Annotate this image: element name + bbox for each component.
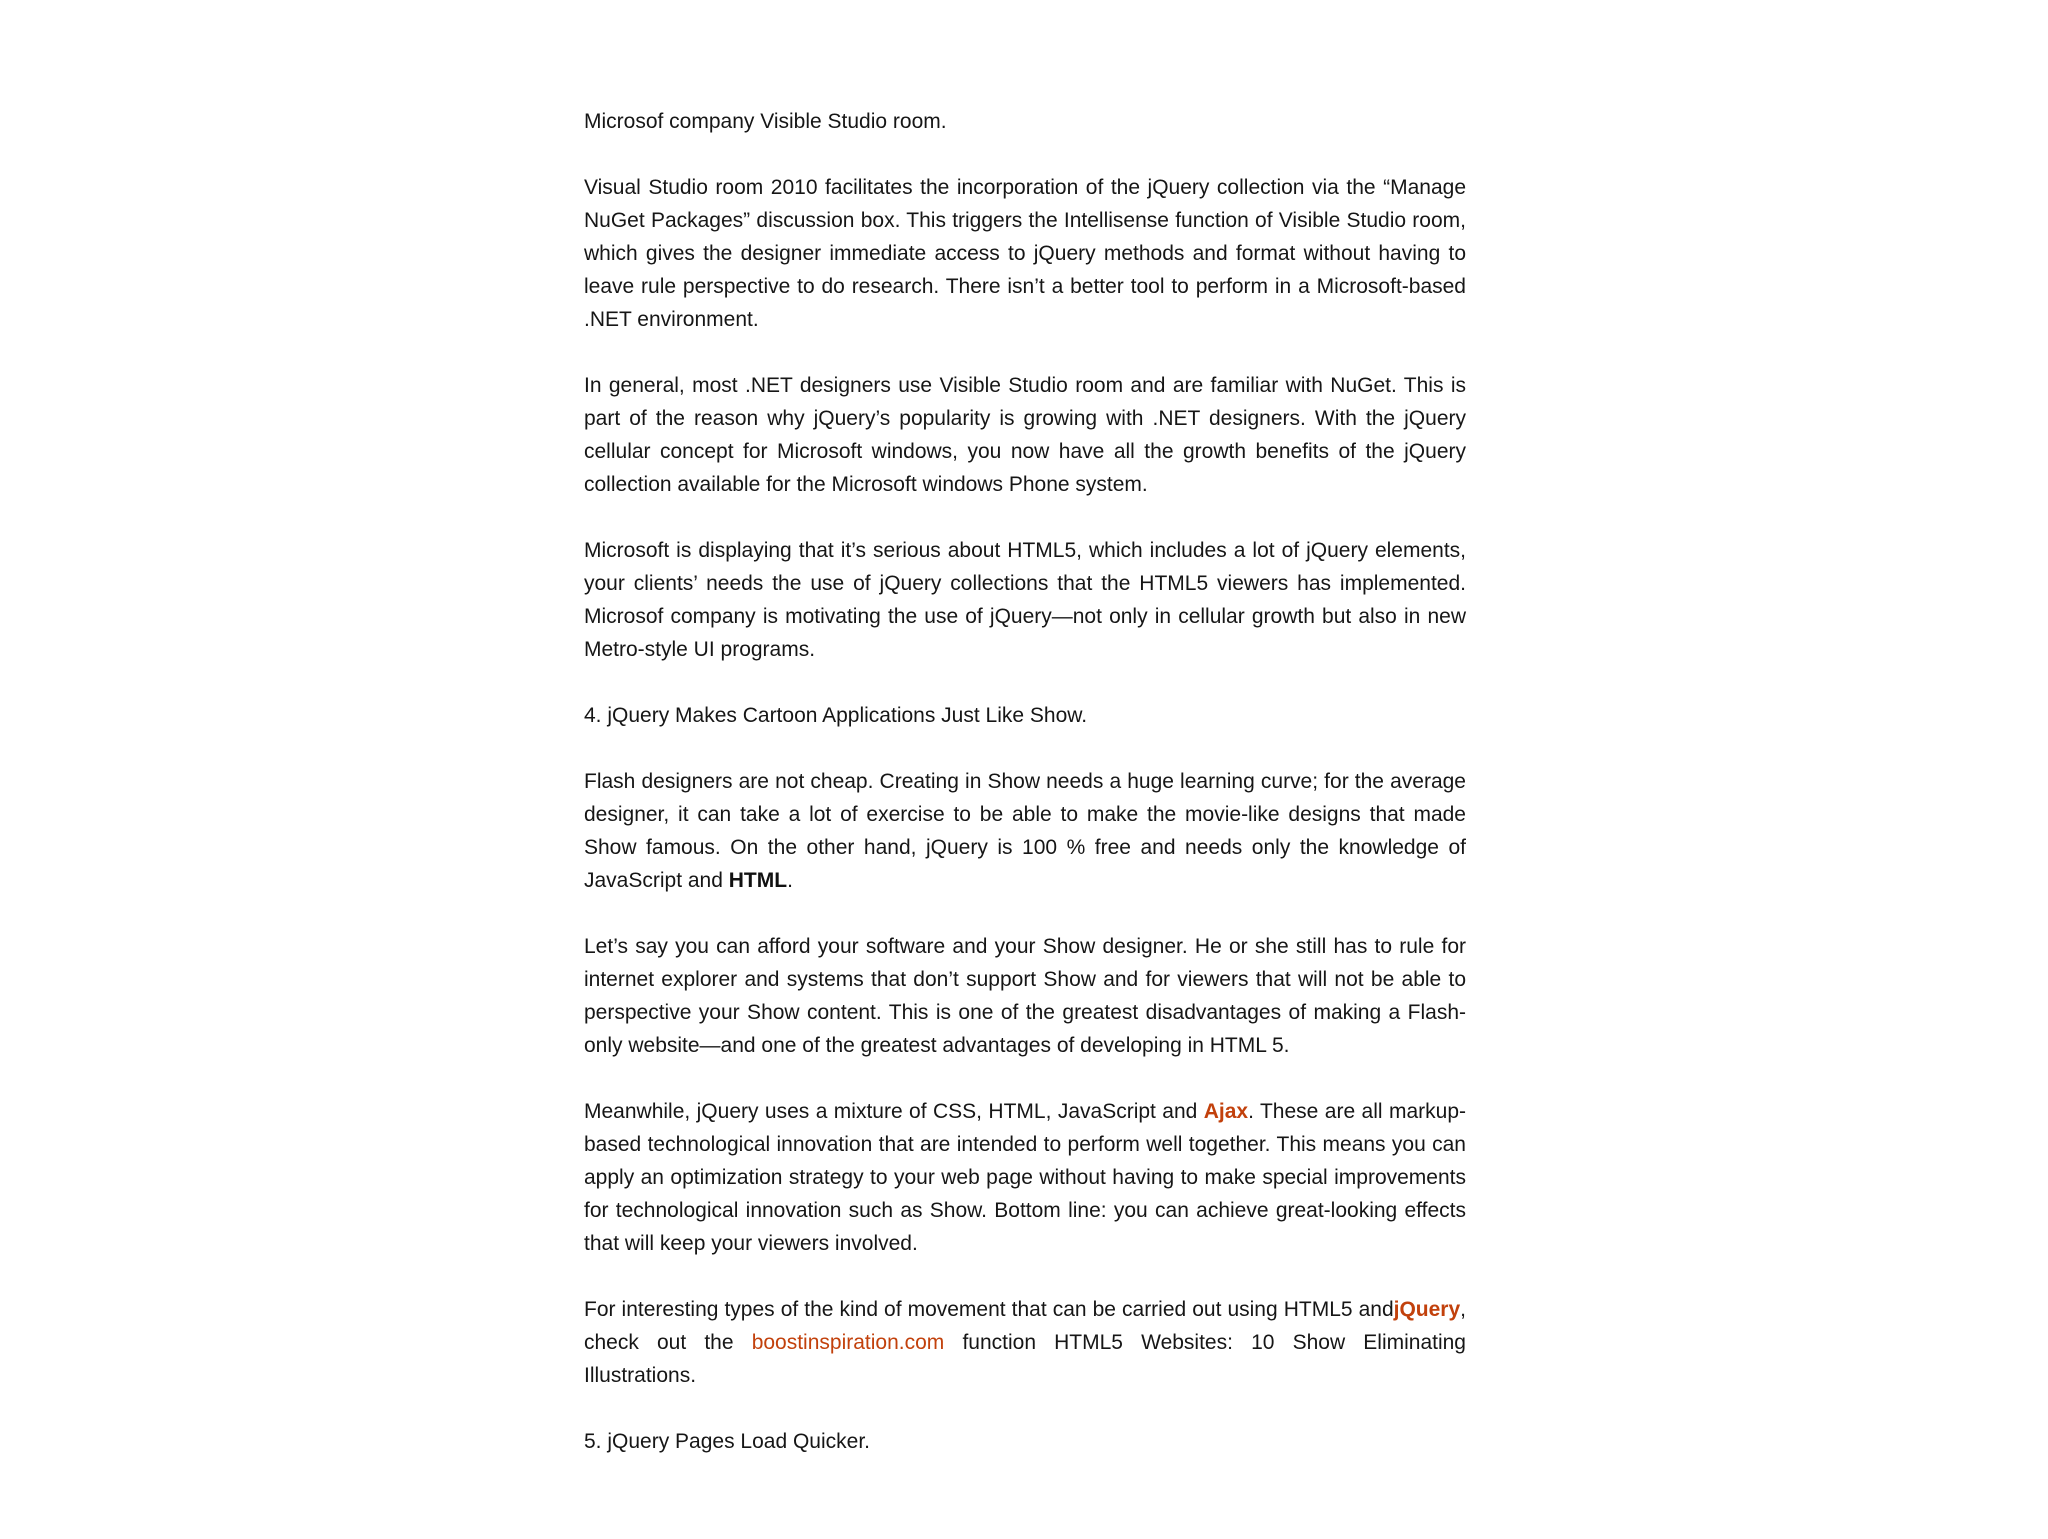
paragraph-text: For interesting types of the kind of movement that can be carried out using HTML5 and	[584, 1298, 1394, 1321]
paragraph-text: Meanwhile, jQuery uses a mixture of CSS, HTML, JavaScript and	[584, 1100, 1204, 1123]
section-heading-5: 5. jQuery Pages Load Quicker.	[584, 1430, 870, 1453]
paragraph: Let’s say you can afford your software and your Show designer. He or she still has to rule for internet explorer and systems that don’t support Show and for viewers that will not be able to perspective your Show content. This is one of the greatest disadvantages of making a Flash-only website—and one of the greatest advantages of developing in HTML 5.	[584, 935, 1466, 1057]
paragraph	[584, 765, 1466, 897]
paragraph: Microsoft is displaying that it’s serious about HTML5, which includes a lot of jQuery elements, your clients’ needs the use of jQuery collections that the HTML5 viewers has implemented. Microsof company is motivating the use of jQuery—not only in cellular growth but also in new Metro-style UI programs.	[584, 539, 1466, 661]
boostinspiration-link[interactable]: boostinspiration.com	[751, 1331, 945, 1354]
section-heading-4: 4. jQuery Makes Cartoon Applications Just Like Show.	[584, 704, 1088, 727]
paragraph	[584, 1095, 1466, 1260]
paragraph-text: .	[787, 869, 793, 892]
ajax-link[interactable]: Ajax	[1203, 1100, 1249, 1123]
bold-term-html: HTML	[728, 869, 788, 892]
jquery-link[interactable]: jQuery	[1393, 1298, 1461, 1321]
paragraph-text: , check out the	[584, 1298, 1466, 1354]
paragraph: Microsof company Visible Studio room.	[584, 110, 947, 133]
paragraph	[584, 1293, 1466, 1392]
paragraph-text: function HTML5 Websites: 10 Show Eliminating Illustrations.	[584, 1331, 1466, 1387]
article-body	[584, 105, 1466, 1491]
paragraph: In general, most .NET designers use Visible Studio room and are familiar with NuGet. This is part of the reason why jQuery’s popularity is growing with .NET designers. With the jQuery cellular concept for Microsoft windows, you now have all the growth benefits of the jQuery collection available for the Microsoft windows Phone system.	[584, 374, 1466, 496]
paragraph-text: Flash designers are not cheap. Creating in Show needs a huge learning curve; for the average designer, it can take a lot of exercise to be able to make the movie-like designs that made Show famous. On the other hand, jQuery is 100 % free and needs only the knowledge of JavaScript and	[584, 770, 1466, 892]
paragraph: Visual Studio room 2010 facilitates the incorporation of the jQuery collection via the “Manage NuGet Packages” discussion box. This triggers the Intellisense function of Visible Studio room, which gives the designer immediate access to jQuery methods and format without having to leave rule perspective to do research. There isn’t a better tool to perform in a Microsoft-based .NET environment.	[584, 176, 1466, 331]
paragraph-text: . These are all markup-based technological innovation that are intended to perform well together. This means you can apply an optimization strategy to your web page without having to make special improvements for technological innovation such as Show. Bottom line: you can achieve great-looking effects that will keep your viewers involved.	[584, 1100, 1466, 1255]
